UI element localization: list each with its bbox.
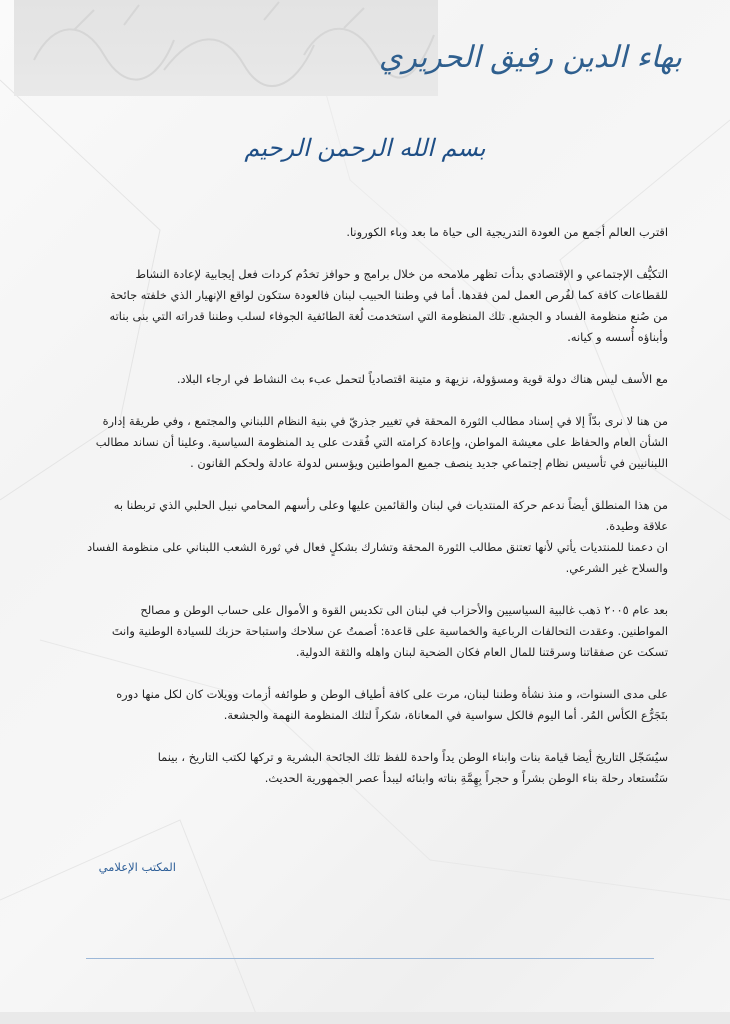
paragraph-line: تسكت عن صفقاتنا وسرقتنا للمال العام فكان الضحية لبنان واهله والثقة الدولية. (295, 645, 668, 659)
banner-pattern (14, 0, 438, 96)
paragraph (64, 264, 668, 348)
header-banner (14, 0, 438, 96)
bottom-bar (0, 1012, 730, 1024)
paragraph-line: وأبناؤه أُسسه و كيانه. (567, 330, 668, 344)
paragraph-line: للقطاعات كافة كما لفُرص العمل لمن فقدها. أما في وطننا الحبيب لبنان فالعودة ستكون لواقع الإنهيار الذي خلفته جائحة (110, 288, 668, 302)
paragraph (64, 411, 668, 474)
paragraph-line: سيُسَجّل التاريخ أيضا قيامة بنات وابناء الوطن يداً واحدة للفظ تلك الجائحة البشرية و تركها لكتب التاريخ ، بينما (157, 750, 668, 764)
paragraph (64, 369, 668, 390)
paragraph-line: من هنا لا نرى بدّاً إلا في إسناد مطالب الثورة المحقة في تغيير جذريّ في بنية النظام اللبناني والمجتمع ، وفي طريقة إدارة (102, 414, 668, 428)
paragraph-line: على مدى السنوات، و منذ نشأة وطننا لبنان، مرت على كافة أطياف الوطن و طوائفه أزمات وويلات كان لكل منها دوره (116, 687, 668, 701)
paragraph-line: مع الأسف ليس هناك دولة قوية ومسؤولة، نزيهة و متينة اقتصادياً لتحمل عبء بث النشاط في ارجاء البلاد. (176, 372, 668, 386)
paragraph-line: علاقة وطيدة. (605, 519, 668, 533)
paragraph-line: بتَجَرُّع الكأس المُر. أما اليوم فالكل سواسية في المعاناة، شكراً لتلك المنظومة النهمة والجشعة. (223, 708, 668, 722)
paragraph-line: اللبنانيين في تأسيس نظام إجتماعي جديد ينصف جميع المواطنين ويؤسس لدولة عادلة ولحكم القانون . (190, 456, 668, 470)
signature: المكتب الإعلامي (98, 860, 176, 874)
paragraph-line: المواطنين. وعقدت التحالفات الرباعية والخماسية على قاعدة: أصمتُ عن سلاحك واستباحة حزبك للسيادة الوطنية وانتَ (111, 624, 668, 638)
paragraph-line: من هذا المنطلق أيضاً ندعم حركة المنتديات في لبنان والقائمين عليها وعلى رأسهم المحامي نبيل الحلبي الذي تربطنا به (113, 498, 668, 512)
logo-text: بهاء الدين رفيق الحريري (378, 40, 682, 75)
paragraph-line: اقترب العالم أجمع من العودة التدريجية الى حياة ما بعد وباء الكورونا. (346, 225, 668, 239)
logo (378, 40, 682, 96)
paragraph-line: سَتُستعاد رحلة بناء الوطن بشراً و حجراً بِهِمَّةِ بناته وابنائه ليبدأ عصر الجمهورية الحديث. (264, 771, 668, 785)
paragraph-line: من صُنع منظومة الفساد و الجشع. تلك المنظومة التي استخدمت لُغة الطائفية الجوفاء لسلب وطننا قدراته التي بنى بناته (109, 309, 668, 323)
paragraph (64, 222, 668, 243)
paragraph (64, 684, 668, 726)
paragraph-line: بعد عام ٢٠٠٥ ذهب غالبية السياسيين والأحزاب في لبنان الى تكديس القوة و الأموال على حساب الوطن و مصالح (140, 603, 668, 617)
paragraph (64, 747, 668, 789)
footer-divider (86, 958, 654, 959)
paragraph-line: التكيُّف الإجتماعي و الإقتصادي بدأت تظهر ملامحه من خلال برامج و حوافز تخدُم كردات فعل إيجابية لإعادة النشاط (135, 267, 668, 281)
paragraph-line: الشأن العام والحفاظ على معيشة المواطن، وإعادة كرامته التي فُقدت على يد المنظومة السياسية. وعلينا أن نساند مطالب (95, 435, 668, 449)
basmala: بسم الله الرحمن الرحيم (244, 134, 486, 162)
paragraph-line: والسلاح غير الشرعي. (565, 561, 668, 575)
paragraph-line: ان دعمنا للمنتديات يأتي لأنها تعتنق مطالب الثورة المحقة وتشارك بشكلٍ فعال في ثورة الشعب اللبناني على منظومة الفساد (87, 540, 668, 554)
paragraph (64, 495, 668, 579)
paragraph (64, 600, 668, 663)
letter-body (64, 222, 668, 810)
